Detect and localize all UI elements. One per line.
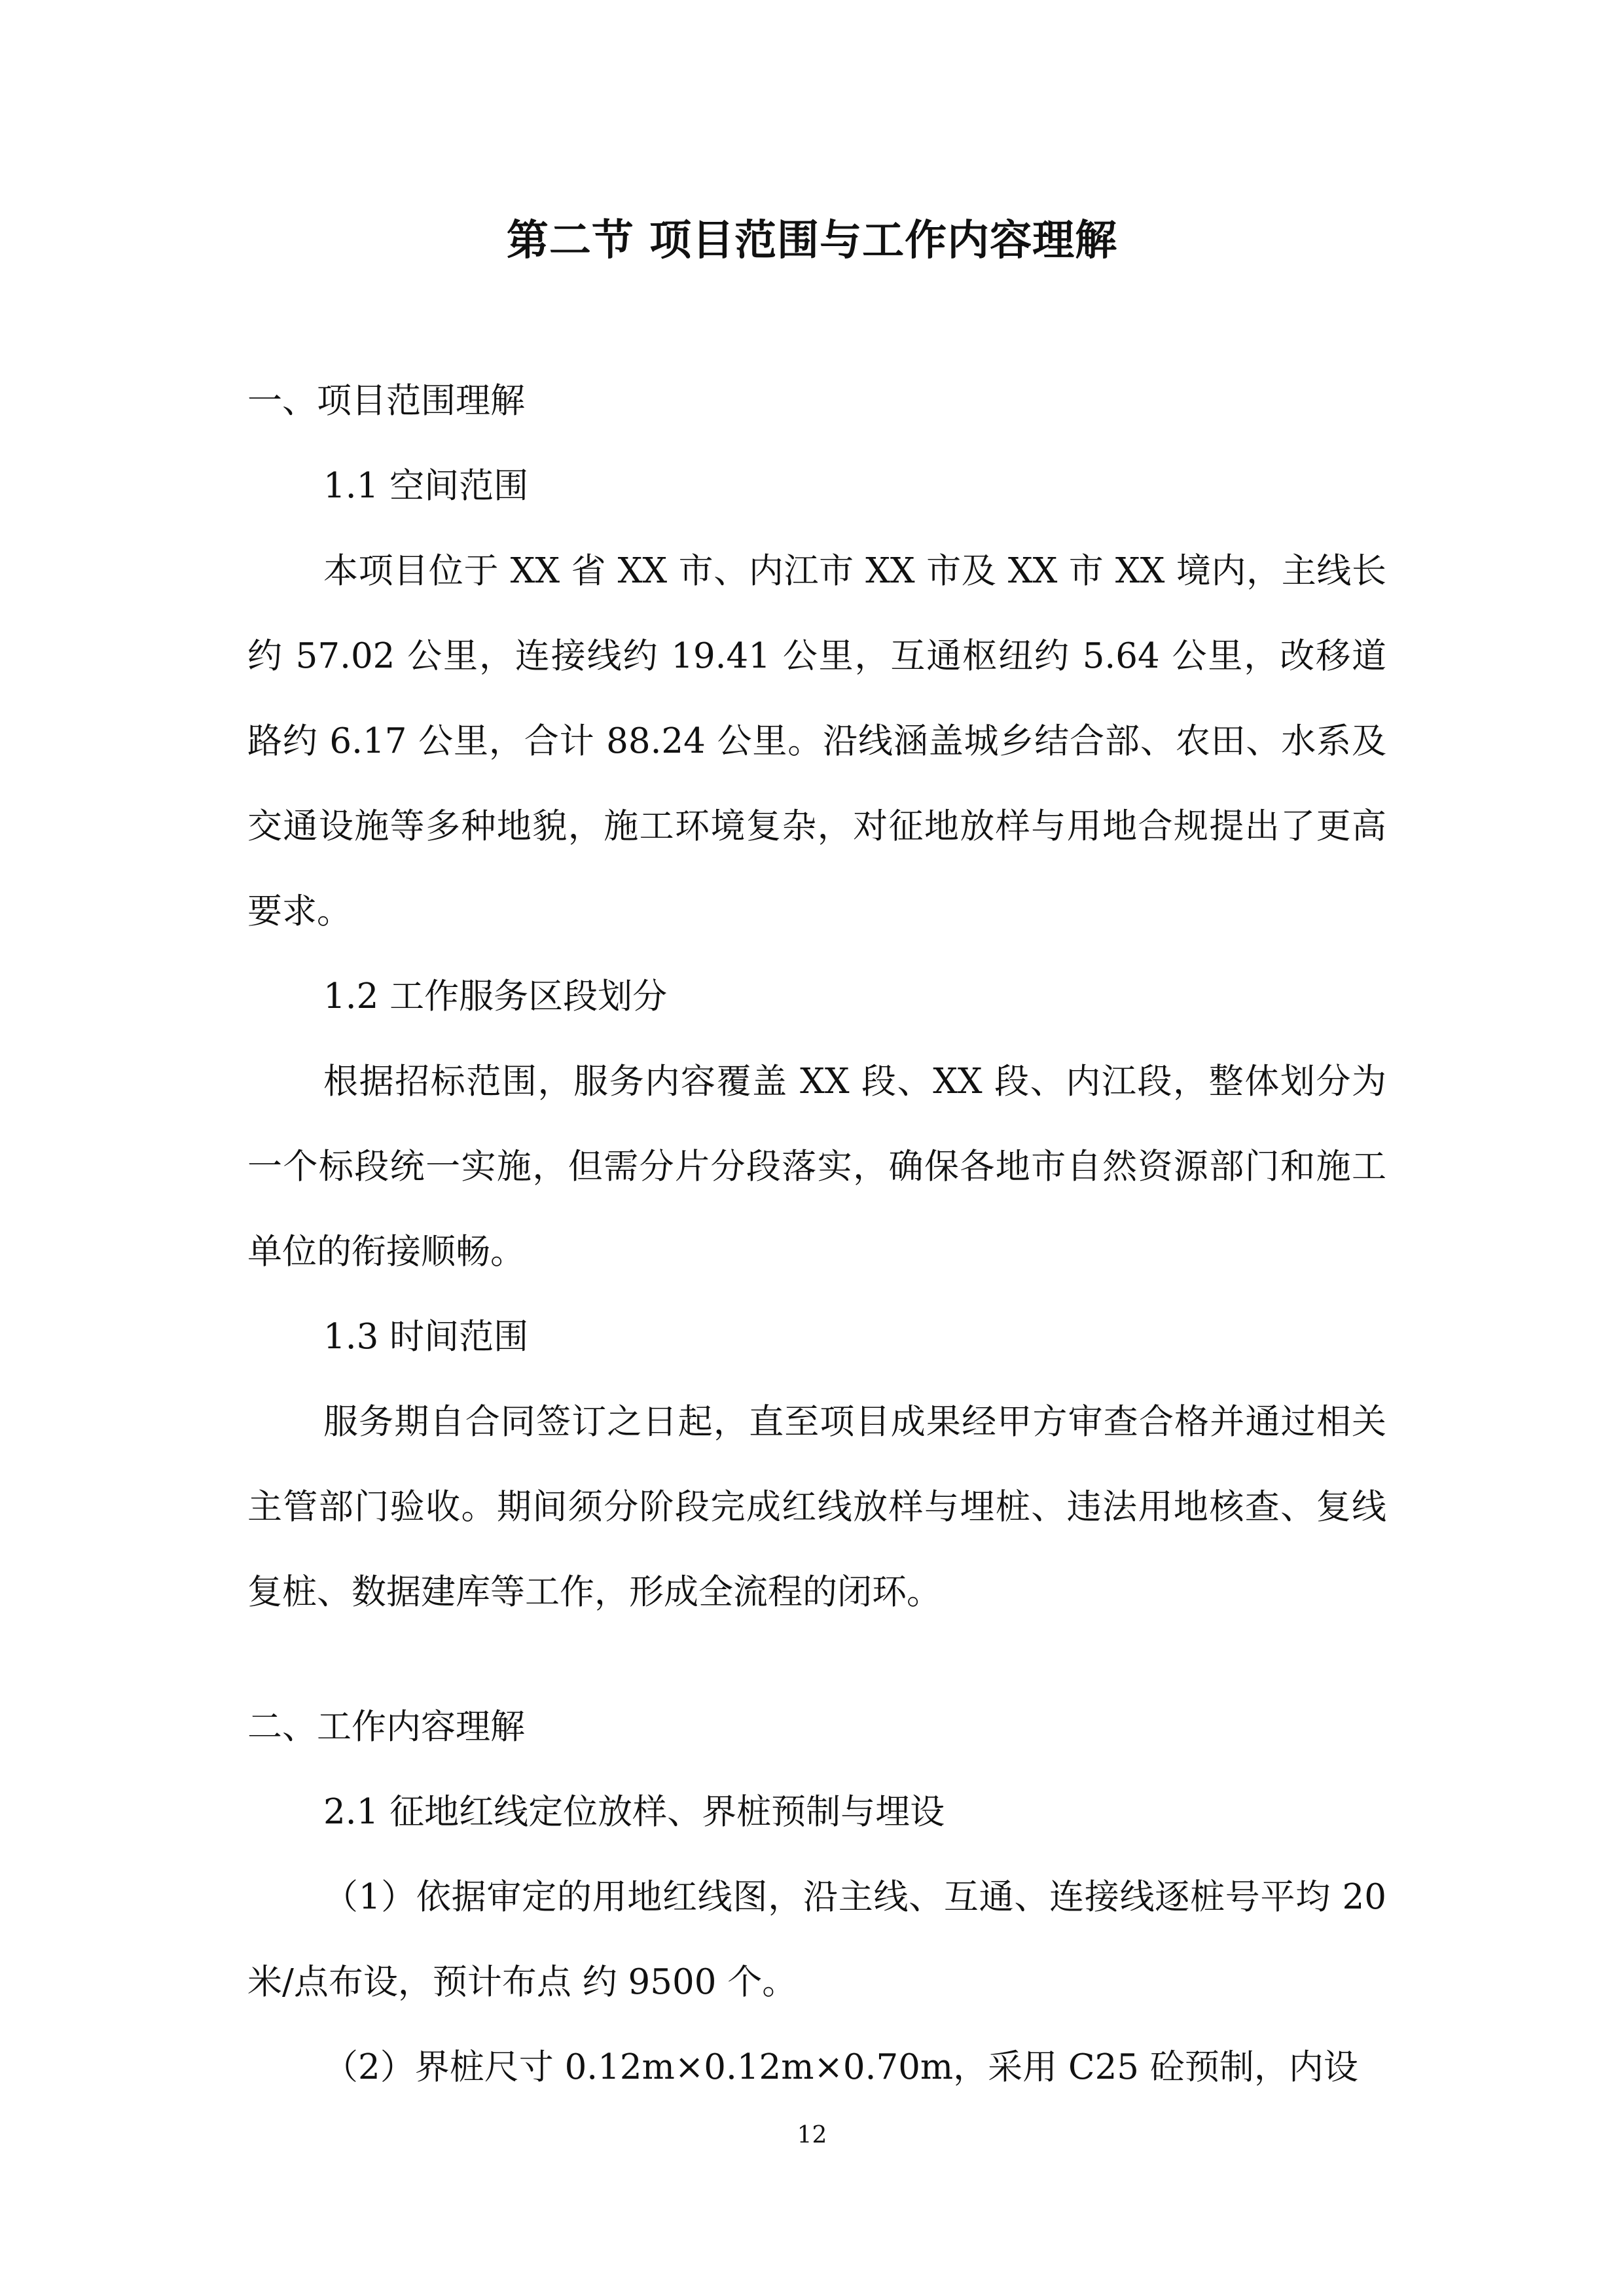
- paragraph-time-scope: 服务期自合同签订之日起，直至项目成果经甲方审查合格并通过相关主管部门验收。期间须分阶段完成红线放样与埋桩、违法用地核查、复线复桩、数据建库等工作，形成全流程的闭环。: [247, 1402, 1386, 1612]
- paragraph-item-2: （2）界桩尺寸 0.12m×0.12m×0.70m，采用 C25 砼预制，内设: [323, 2047, 1358, 2087]
- subheading-time-scope: 1.3 时间范围: [323, 1317, 529, 1357]
- paragraph-spatial-scope: 本项目位于 XX 省 XX 市、内江市 XX 市及 XX 市 XX 境内，主线长约 57.02 公里，连接线约 19.41 公里，互通枢纽约 5.64 公里，改移道路约 6.17 公里，合计 88.24 公里。沿线涵盖城乡结合部、农田、水系及交通设施等多种地貌，施工环境复杂，对征地放样与用地合规提出了更高要求。: [247, 551, 1386, 931]
- paragraph-service-sections: 根据招标范围，服务内容覆盖 XX 段、XX 段、内江段，整体划分为一个标段统一实施，但需分片分段落实，确保各地市自然资源部门和施工单位的衔接顺畅。: [247, 1062, 1386, 1272]
- heading-project-scope: 一、项目范围理解: [247, 381, 525, 421]
- subheading-service-sections: 1.2 工作服务区段划分: [323, 977, 668, 1016]
- section-title: 第二节 项目范围与工作内容理解: [506, 216, 1118, 265]
- subheading-spatial-scope: 1.1 空间范围: [323, 466, 529, 506]
- heading-work-content: 二、工作内容理解: [247, 1707, 525, 1747]
- document-body: [247, 359, 1386, 2110]
- page-number: 12: [797, 2122, 827, 2149]
- subheading-redline-staking: 2.1 征地红线定位放样、界桩预制与埋设: [323, 1792, 945, 1832]
- paragraph-item-1: （1）依据审定的用地红线图，沿主线、互通、连接线逐桩号平均 20 米/点布设，预计布点 约 9500 个。: [247, 1877, 1386, 2002]
